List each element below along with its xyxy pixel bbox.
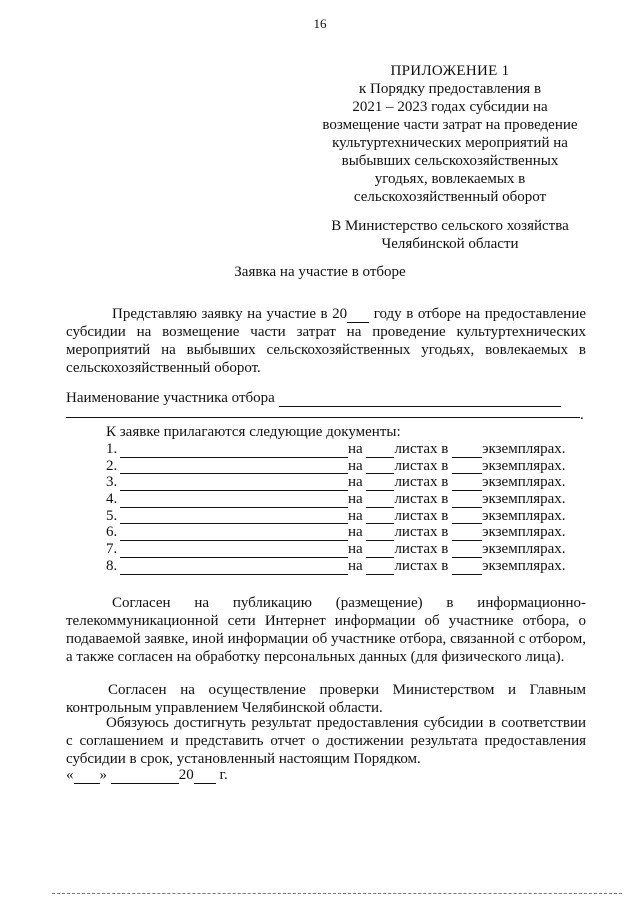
copies-blank <box>452 444 482 458</box>
copies-label: экземплярах. <box>482 541 566 558</box>
row-number: 8. <box>106 557 118 574</box>
participant-name-label: Наименование участника отбора <box>66 390 275 406</box>
sheets-label: листах в <box>394 507 449 524</box>
copies-label: экземплярах. <box>482 474 566 491</box>
sheets-blank <box>366 544 394 558</box>
copies-blank <box>452 510 482 524</box>
participant-name-blank <box>279 393 561 407</box>
document-title: Заявка на участие в отборе <box>234 264 406 280</box>
commitment-text: Обязуюсь достигнуть результат предоставления субсидии в соответствии с соглашением и представить отчет о достижении результата предоставления субсидии в срок, установленный настоящим Порядком. <box>66 715 586 767</box>
consent-verification-paragraph <box>66 681 586 717</box>
on-label: на <box>348 507 363 524</box>
appendix-line: культуртехнических мероприятий на <box>332 135 568 151</box>
consent-publication-paragraph <box>66 594 586 666</box>
document-name-blank <box>120 477 348 491</box>
trailing-dot: . <box>580 407 584 423</box>
appendix-line: возмещение части затрат на проведение <box>322 117 578 133</box>
sheets-label: листах в <box>394 524 449 541</box>
participant-name-row <box>66 389 586 407</box>
year-suffix: г. <box>219 767 228 783</box>
row-number: 4. <box>106 491 118 508</box>
appendix-block <box>300 62 600 206</box>
on-label: на <box>348 557 363 574</box>
appendix-heading: ПРИЛОЖЕНИЕ 1 <box>390 63 510 79</box>
intro-paragraph <box>66 305 586 377</box>
document-row <box>106 524 566 541</box>
copies-label: экземплярах. <box>482 507 566 524</box>
month-blank <box>111 770 179 784</box>
document-row <box>106 458 566 475</box>
participant-name-blank-continued <box>66 417 580 418</box>
sheets-label: листах в <box>394 557 449 574</box>
date-line <box>66 767 228 784</box>
on-label: на <box>348 457 363 474</box>
document-name-blank <box>120 544 348 558</box>
date-open-quote: « <box>66 767 74 783</box>
row-number: 1. <box>106 441 118 457</box>
document-row <box>106 508 566 525</box>
sheets-blank <box>366 444 394 458</box>
sheets-label: листах в <box>394 491 449 508</box>
row-number: 2. <box>106 457 118 474</box>
addressee-line: Челябинской области <box>381 236 519 252</box>
page-number: 16 <box>313 16 327 31</box>
sheets-blank <box>366 477 394 491</box>
document-row <box>106 491 566 508</box>
document-name-blank <box>120 444 348 458</box>
document-name-blank <box>120 561 348 575</box>
sheets-blank <box>366 460 394 474</box>
on-label: на <box>348 524 363 541</box>
copies-blank <box>452 460 482 474</box>
copies-blank <box>452 544 482 558</box>
on-label: на <box>348 474 363 491</box>
copies-label: экземплярах. <box>482 524 566 541</box>
year-blank-date <box>194 770 216 784</box>
appendix-line: выбывших сельскохозяйственных <box>341 153 559 169</box>
row-number: 7. <box>106 541 118 558</box>
document-name-blank <box>120 494 348 508</box>
sheets-blank <box>366 561 394 575</box>
document-name-blank <box>120 460 348 474</box>
row-number: 3. <box>106 474 118 491</box>
appendix-line: 2021 – 2023 годах субсидии на <box>352 99 548 115</box>
on-label: на <box>348 541 363 558</box>
copies-blank <box>452 561 482 575</box>
day-blank <box>74 770 100 784</box>
addressee-line: В Министерство сельского хозяйства <box>331 218 569 234</box>
document-row <box>106 558 566 575</box>
row-number: 5. <box>106 507 118 524</box>
sheets-blank <box>366 527 394 541</box>
documents-list <box>106 441 566 575</box>
sheets-label: листах в <box>394 457 449 474</box>
copies-label: экземплярах. <box>482 457 566 474</box>
year-blank <box>347 309 369 323</box>
appendix-line: к Порядку предоставления в <box>358 81 542 97</box>
addressee-block <box>300 217 600 253</box>
intro-text-rest: году в отборе на предоставление субсидии на возмещение части затрат на проведение культуртехнических мероприятий на выбывших сельскохозяйственных угодьях, вовлекаемых в сельскохозяйственный оборот. <box>66 306 587 376</box>
document-row <box>106 541 566 558</box>
sheets-blank <box>366 510 394 524</box>
commitment-paragraph <box>66 714 586 768</box>
copies-label: экземплярах. <box>482 441 566 457</box>
copies-label: экземплярах. <box>482 491 566 508</box>
copies-blank <box>452 477 482 491</box>
sheets-label: листах в <box>394 441 449 457</box>
date-close-quote: » <box>99 767 107 783</box>
document-name-blank <box>120 527 348 541</box>
documents-caption: К заявке прилагаются следующие документы: <box>106 424 401 440</box>
sheets-blank <box>366 494 394 508</box>
on-label: на <box>348 491 363 508</box>
copies-blank <box>452 527 482 541</box>
intro-text-start: Представляю заявку на участие в 20 <box>112 306 348 322</box>
consent-publication-text: Согласен на публикацию (размещение) в информационно-телекоммуникационной сети Интернет информации об участнике отбора, о подаваемой заявке, иной информации об участнике отбора, связанной с отбором, а также согласен на обработку персональных данных (для физического лица). <box>66 595 586 665</box>
copies-label: экземплярах. <box>482 557 566 574</box>
footer-rule <box>52 893 622 894</box>
document-name-blank <box>120 510 348 524</box>
sheets-label: листах в <box>394 541 449 558</box>
document-row <box>106 474 566 491</box>
year-prefix: 20 <box>178 767 194 783</box>
sheets-label: листах в <box>394 474 449 491</box>
appendix-line: сельскохозяйственный оборот <box>353 189 547 205</box>
copies-blank <box>452 494 482 508</box>
row-number: 6. <box>106 524 118 541</box>
on-label: на <box>348 441 363 457</box>
consent-verification-text: Согласен на осуществление проверки Министерством и Главным контрольным управлением Челябинской области. <box>66 682 586 716</box>
document-row <box>106 441 566 458</box>
appendix-line: угодьях, вовлекаемых в <box>374 171 526 187</box>
